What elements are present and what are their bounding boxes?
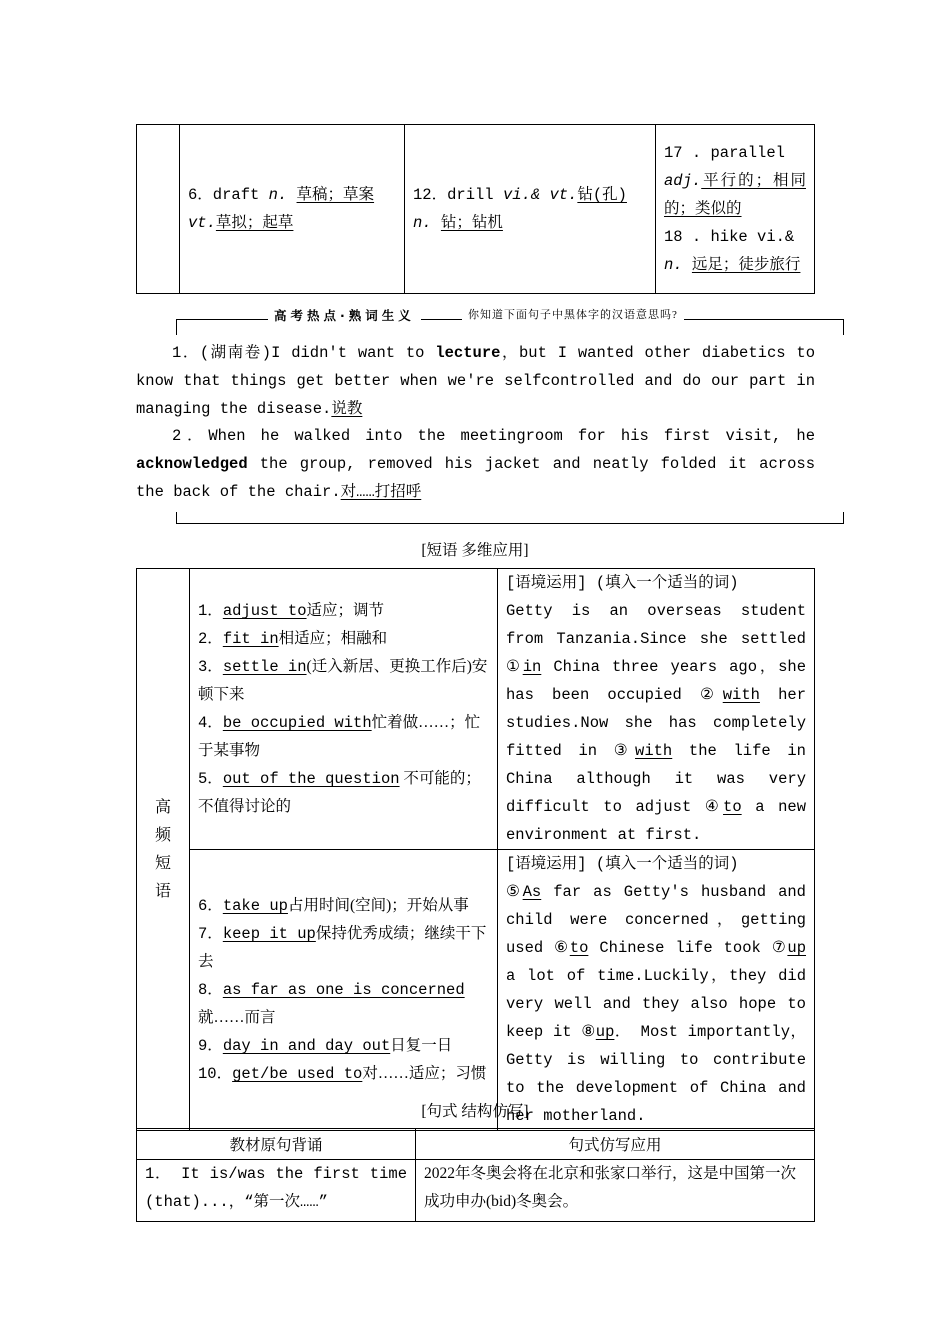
context-text: China three years ago，she has been occupied ②	[506, 658, 806, 704]
banner-subtitle: 你知道下面句子中黑体字的汉语意思吗?	[462, 306, 684, 322]
section-title-phrases: [短语 多维应用]	[421, 542, 529, 559]
phrase-item	[198, 976, 489, 1032]
answer: to	[569, 939, 589, 957]
phrase-answer: get/be used to	[232, 1065, 363, 1083]
phrase-number: 9．	[198, 1037, 223, 1055]
word-parallel: 17 . parallel	[664, 144, 785, 162]
phrase-meaning: 对……适应；习惯	[362, 1065, 487, 1082]
phrase-item	[198, 597, 489, 625]
context-text: a lot of time.Luckily，they did very well and they also hope to keep it ⑧	[506, 967, 806, 1041]
pos: vi.& vt.	[502, 186, 578, 204]
context-text: ⑤	[506, 883, 523, 901]
context-text: the life in China although it was very difficult to adjust ④	[506, 742, 806, 816]
phrase-meaning: 忙着做……；忙于某事物	[198, 714, 481, 759]
pos: n.	[413, 214, 432, 232]
word-drill: 12．drill	[413, 186, 494, 204]
sentence-table	[136, 1128, 815, 1222]
vocab-table	[136, 124, 815, 294]
answer: 对……打招呼	[340, 483, 422, 501]
answer: As	[522, 883, 542, 901]
phrases-table	[136, 568, 815, 1131]
context-text: Getty is an overseas student from Tanzania.Since she settled ①	[506, 602, 806, 676]
meaning: 草拟；起草	[215, 214, 294, 232]
bold-word: lecture	[435, 344, 501, 362]
context-heading: [语境运用] (填入一个适当的词)	[506, 855, 739, 873]
hot-topic-banner	[176, 306, 844, 336]
section-title-sentence: [句式 结构仿写]	[421, 1103, 529, 1120]
exercise-1	[136, 339, 815, 423]
phrase-number: 2．	[198, 630, 223, 648]
answer: in	[522, 658, 542, 676]
category-label: 高频短语	[155, 798, 172, 900]
phrase-meaning: 相适应；相融和	[278, 630, 388, 647]
phrase-meaning: 就……而言	[198, 1009, 276, 1026]
context-text: a new environment at first.	[506, 798, 806, 844]
answer: up	[787, 939, 807, 957]
context-heading: [语境运用] (填入一个适当的词)	[506, 574, 739, 592]
phrase-answer: adjust to	[222, 602, 307, 620]
phrase-meaning: 保持优秀成绩；继续干下去	[198, 925, 487, 970]
phrase-number: 10．	[198, 1065, 233, 1083]
phrase-item	[198, 892, 489, 920]
exercise-text: 2．When he walked into the meetingroom for his first visit, he	[172, 427, 815, 445]
answer: with	[635, 742, 673, 760]
answer: up	[595, 1023, 615, 1041]
phrase-number: 3．	[198, 658, 223, 676]
sentence-application-1: 2022年冬奥会将在北京和张家口举行，这是中国第一次成功申办(bid)冬奥会。	[416, 1160, 815, 1222]
phrase-item	[198, 920, 489, 976]
context-text: far as Getty's husband and child were concerned，getting used ⑥	[506, 883, 806, 957]
phrase-list-2	[190, 850, 498, 1131]
phrase-item	[198, 1060, 489, 1088]
phrase-item	[198, 625, 489, 653]
vocab-cell-draft	[180, 125, 405, 294]
phrase-meaning: 不可能的；不值得讨论的	[198, 770, 481, 815]
phrase-meaning: 适应；调节	[306, 602, 385, 619]
phrase-answer: as far as one is concerned	[222, 981, 465, 999]
sentence-header-original: 教材原句背诵	[137, 1129, 416, 1160]
answer: 说教	[331, 400, 363, 418]
vocab-cell-drill	[405, 125, 656, 294]
phrase-meaning: (迁入新居、更换工作后)安顿下来	[198, 658, 488, 703]
phrase-answer: take up	[222, 897, 288, 915]
context-text: Chinese life took ⑦	[588, 939, 788, 957]
exercise-text: ，but I wanted other diabetics to know that things get better when we're selfcontrolled and do our part in managing the disease.	[136, 344, 815, 418]
phrase-category	[137, 569, 190, 1131]
phrase-answer: settle in	[222, 658, 307, 676]
context-text: her studies.Now she has completely fitted in ③	[506, 686, 806, 760]
phrase-list-1	[190, 569, 498, 850]
meaning: 草稿；草案	[296, 186, 375, 204]
meaning: 远足；徒步旅行	[691, 256, 801, 274]
word-draft: 6．draft	[188, 186, 260, 204]
pos: n.	[268, 186, 288, 204]
banner-title: 高考热点·熟词生义	[268, 306, 421, 324]
sentence-original-1: 1． It is/was the first time (that)...，“第一次……”	[137, 1160, 416, 1222]
meaning: 平行的；相同的；类似的	[664, 172, 806, 218]
pos: vt.	[188, 214, 216, 232]
phrase-answer: day in and day out	[222, 1037, 391, 1055]
meaning: 钻；钻机	[440, 214, 503, 232]
phrase-number: 8．	[198, 981, 223, 999]
answer: to	[723, 798, 742, 816]
vocab-category-cell	[137, 125, 180, 294]
context-exercise-2	[498, 850, 815, 1131]
phrase-number: 6．	[198, 897, 223, 915]
banner-bottom-bracket	[176, 510, 844, 524]
meaning: 钻(孔)	[577, 186, 627, 204]
pos: adj.	[664, 172, 702, 190]
phrase-item	[198, 653, 489, 709]
phrase-meaning: 占用时间(空间)；开始从事	[287, 897, 469, 914]
bold-word: acknowledged	[136, 455, 248, 473]
phrase-item	[198, 1032, 489, 1060]
exercise-text: 1．(湖南卷)I didn't want to	[172, 344, 425, 362]
phrase-item	[198, 709, 489, 765]
phrase-answer: be occupied with	[222, 714, 372, 732]
phrase-answer: out of the question	[222, 770, 400, 788]
exercise-text: the group, removed his jacket and neatly folded it across the back of the chair.	[136, 455, 815, 501]
phrase-number: 1．	[198, 602, 223, 620]
phrase-answer: fit in	[222, 630, 279, 648]
phrase-number: 7．	[198, 925, 223, 943]
phrase-number: 4．	[198, 714, 223, 732]
word-hike: 18 . hike vi.&	[664, 228, 795, 246]
vocab-cell-parallel-hike	[656, 125, 815, 294]
phrase-meaning: 日复一日	[390, 1037, 453, 1054]
context-exercise-1	[498, 569, 815, 850]
phrase-answer: keep it up	[222, 925, 316, 943]
pos: n.	[664, 256, 683, 274]
context-text: ． Most importantly， Getty is willing to contribute to the development of China and her motherland.	[506, 1023, 806, 1125]
phrase-number: 5．	[198, 770, 223, 788]
sentence-header-application: 句式仿写应用	[416, 1129, 815, 1160]
exercise-2	[136, 422, 815, 506]
answer: with	[722, 686, 760, 704]
phrase-item	[198, 765, 489, 821]
